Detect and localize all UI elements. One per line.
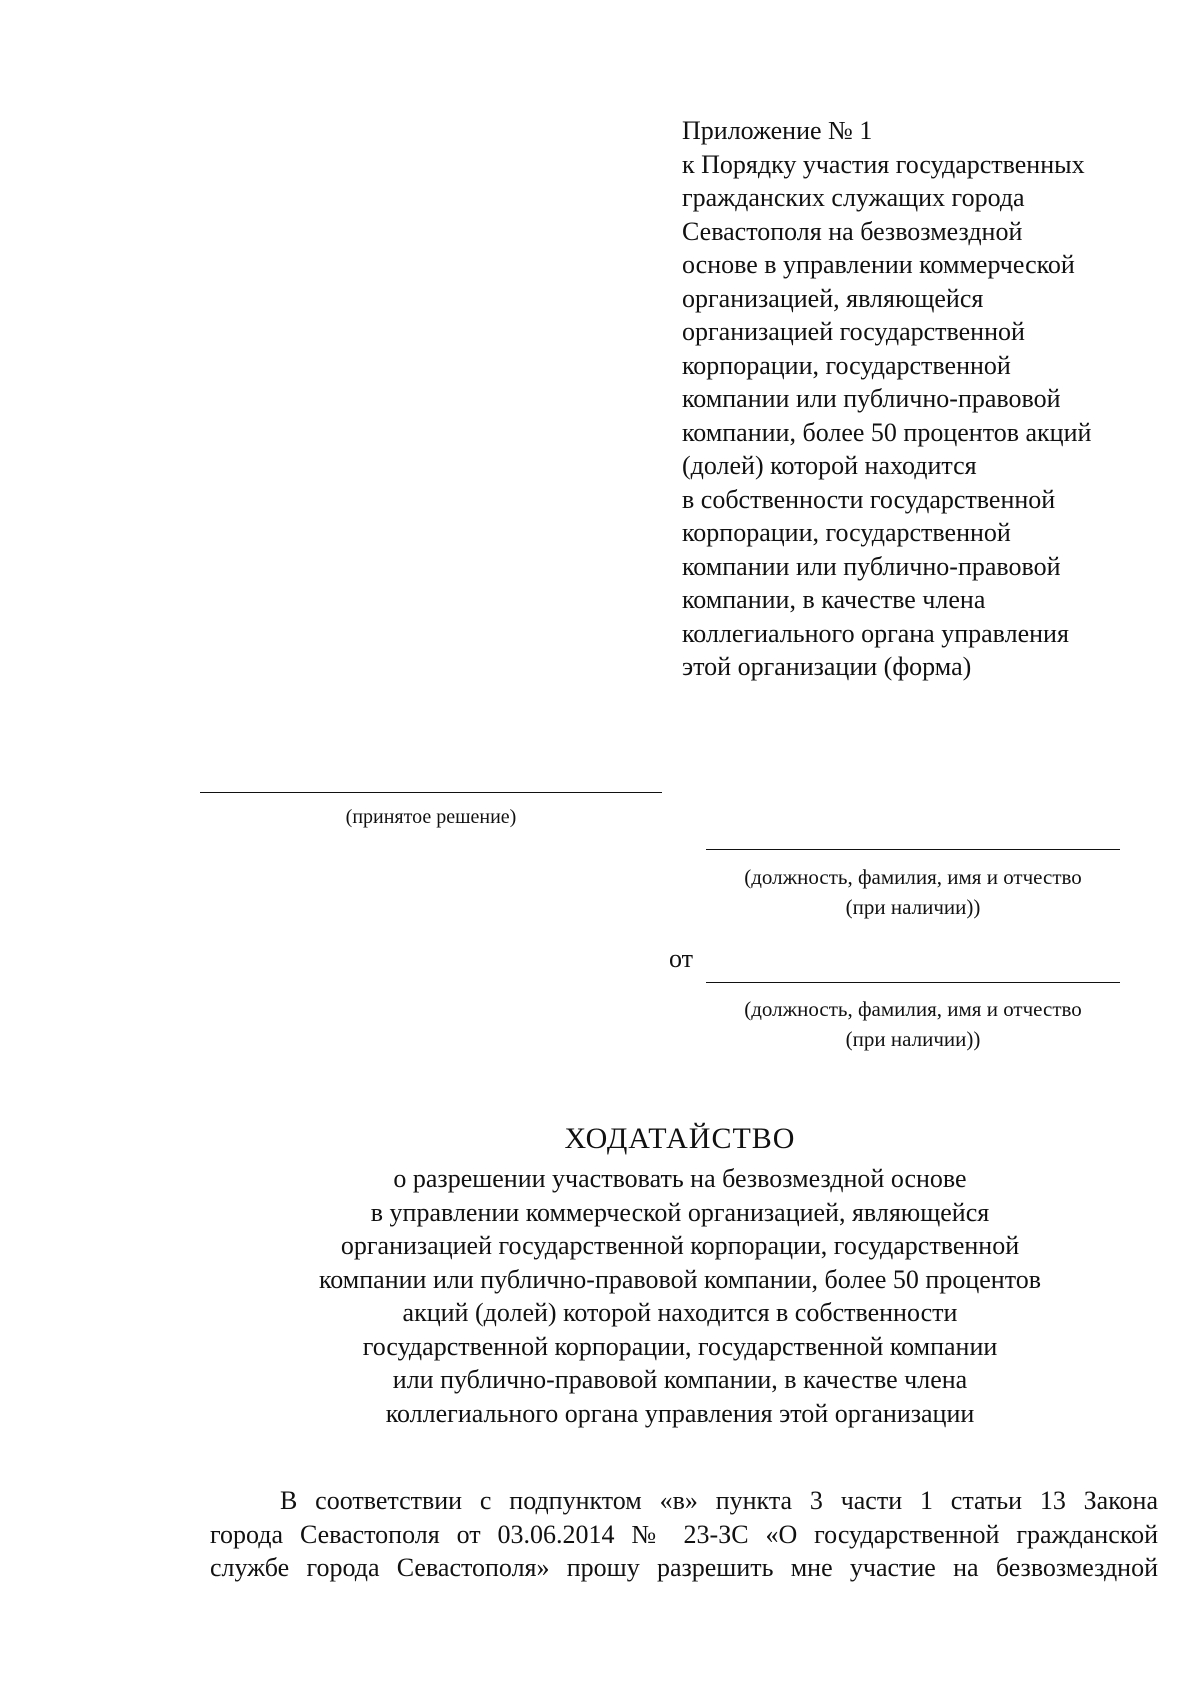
- appendix-line: компании, в качестве члена: [682, 585, 986, 614]
- appendix-line: основе в управлении коммерческой: [682, 250, 1075, 279]
- petition-subtitle: [150, 1162, 1200, 1430]
- appendix-line: этой организации (форма): [682, 652, 972, 681]
- appendix-line: компании, более 50 процентов акций: [682, 417, 1092, 447]
- appendix-line: гражданских служащих города: [682, 183, 1025, 212]
- petition-subtitle-line: или публично-правовой компании, в качестве члена: [392, 1365, 968, 1394]
- body-paragraph: [210, 1484, 1158, 1585]
- appendix-line: (долей) которой находится: [682, 451, 977, 480]
- appendix-line: корпорации, государственной: [682, 518, 1011, 547]
- addressee-caption-line: (должность, фамилия, имя и отчество: [744, 865, 1082, 889]
- body-line: города Севастополя от 03.06.2014 № 23-ЗС «О государственной гражданской: [210, 1519, 1158, 1549]
- petition-subtitle-line: коллегиального органа управления этой организации: [385, 1398, 975, 1428]
- appendix-line: компании или публично-правовой: [682, 384, 1061, 413]
- decision-blank-line: [200, 792, 662, 793]
- sender-caption: [706, 994, 1120, 1054]
- petition-subtitle-line: государственной корпорации, государственной компании: [362, 1331, 998, 1361]
- petition-subtitle-line: организацией государственной корпорации, государственной: [340, 1231, 1020, 1260]
- appendix-line: Севастополя на безвозмездной: [682, 216, 1023, 246]
- petition-subtitle-line: о разрешении участвовать на безвозмездной основе: [393, 1164, 967, 1193]
- addressee-blank-line: [706, 849, 1120, 850]
- appendix-line: в собственности государственной: [682, 484, 1056, 514]
- appendix-block: [682, 114, 1182, 684]
- sender-label: от: [669, 944, 694, 973]
- appendix-line: организацией, являющейся: [682, 283, 984, 313]
- appendix-line: организацией государственной: [682, 317, 1025, 346]
- sender-blank-line: [706, 982, 1120, 983]
- appendix-line: корпорации, государственной: [682, 350, 1011, 380]
- body-line: службе города Севастополя» прошу разрешить мне участие на безвозмездной: [210, 1553, 1158, 1582]
- petition-subtitle-line: компании или публично-правовой компании, более 50 процентов: [318, 1264, 1041, 1294]
- addressee-caption-line: (при наличии)): [845, 895, 981, 919]
- appendix-line: коллегиального органа управления: [682, 618, 1069, 648]
- sender-caption-line: (при наличии)): [845, 1027, 981, 1051]
- addressee-caption: [706, 862, 1120, 922]
- body-line: В соответствии с подпунктом «в» пункта 3 части 1 статьи 13 Закона: [280, 1486, 1158, 1515]
- appendix-line: компании или публично-правовой: [682, 551, 1061, 581]
- sender-caption-line: (должность, фамилия, имя и отчество: [744, 997, 1082, 1021]
- decision-caption: (принятое решение): [345, 806, 517, 828]
- petition-title: ХОДАТАЙСТВО: [564, 1122, 796, 1155]
- appendix-line: Приложение № 1: [682, 116, 873, 145]
- petition-subtitle-line: акций (долей) которой находится в собственности: [402, 1298, 958, 1327]
- appendix-line: к Порядку участия государственных: [682, 149, 1085, 179]
- petition-subtitle-line: в управлении коммерческой организацией, являющейся: [370, 1197, 990, 1227]
